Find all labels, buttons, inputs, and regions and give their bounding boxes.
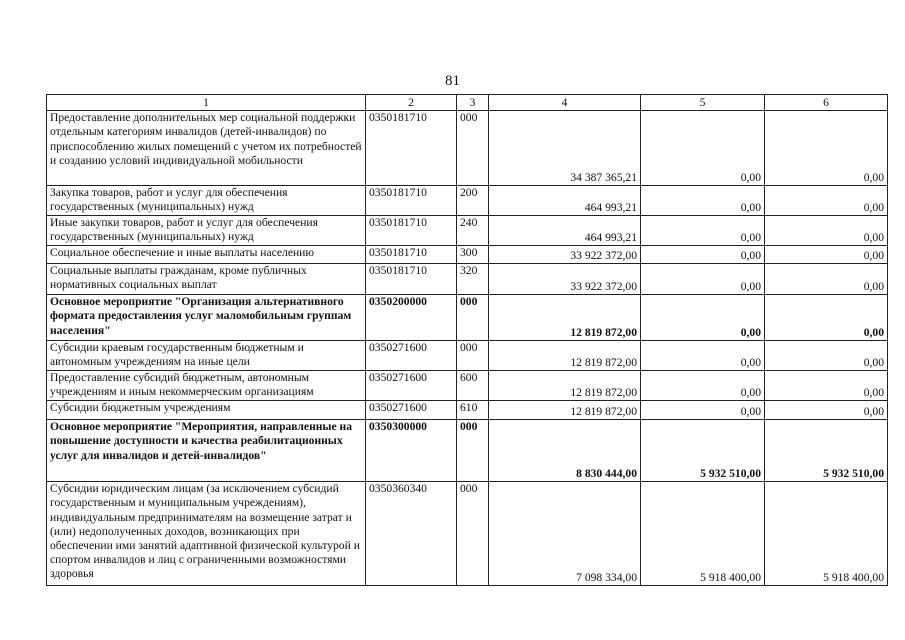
row-name: Субсидии краевым государственным бюджетным и автономным учреждениям на иные цели [47, 341, 366, 371]
amount-col6: 5 918 400,00 [765, 482, 888, 586]
expense-type-code: 600 [457, 371, 489, 401]
amount-col4: 33 922 372,00 [489, 246, 641, 264]
row-name: Иные закупки товаров, работ и услуг для обеспечения государственных (муниципальных) нужд [47, 216, 366, 246]
amount-col4: 464 993,21 [489, 216, 641, 246]
table-row [47, 111, 888, 186]
expense-type-code: 000 [457, 482, 489, 586]
table-row [47, 186, 888, 216]
amount-col5: 0,00 [641, 264, 765, 295]
amount-col6: 0,00 [765, 246, 888, 264]
expense-type-code: 000 [457, 295, 489, 341]
target-article-code: 0350181710 [366, 246, 457, 264]
table-row [47, 482, 888, 586]
amount-col4: 464 993,21 [489, 186, 641, 216]
amount-col6: 0,00 [765, 111, 888, 186]
amount-col4: 12 819 872,00 [489, 341, 641, 371]
amount-col6: 0,00 [765, 401, 888, 420]
target-article-code: 0350181710 [366, 111, 457, 186]
column-header: 2 [366, 95, 457, 111]
amount-col4: 12 819 872,00 [489, 295, 641, 341]
amount-col4: 12 819 872,00 [489, 401, 641, 420]
target-article-code: 0350181710 [366, 264, 457, 295]
amount-col5: 0,00 [641, 186, 765, 216]
row-name: Закупка товаров, работ и услуг для обеспечения государственных (муниципальных) нужд [47, 186, 366, 216]
amount-col5: 0,00 [641, 246, 765, 264]
amount-col6: 0,00 [765, 264, 888, 295]
target-article-code: 0350271600 [366, 371, 457, 401]
amount-col4: 7 098 334,00 [489, 482, 641, 586]
table-row [47, 420, 888, 482]
budget-table [46, 94, 888, 586]
target-article-code: 0350200000 [366, 295, 457, 341]
row-name: Предоставление дополнительных мер социальной поддержки отдельным категориям инвалидов (детей-инвалидов) по приспособлению жилых помещений с учетом их потребностей и созданию условий индивидуальной мобильности [47, 111, 366, 186]
amount-col6: 5 932 510,00 [765, 420, 888, 482]
column-header: 6 [765, 95, 888, 111]
amount-col4: 33 922 372,00 [489, 264, 641, 295]
amount-col4: 8 830 444,00 [489, 420, 641, 482]
target-article-code: 0350360340 [366, 482, 457, 586]
amount-col4: 34 387 365,21 [489, 111, 641, 186]
table-row [47, 295, 888, 341]
amount-col5: 0,00 [641, 111, 765, 186]
row-name: Предоставление субсидий бюджетным, автономным учреждениям и иным некоммерческим организациям [47, 371, 366, 401]
row-name: Субсидии юридическим лицам (за исключением субсидий государственным и муниципальным учреждениям), индивидуальным предпринимателям на возмещение затрат и (или) недополученных доходов, возникающих при обеспечении ими занятий адаптивной физической культурой и спортом инвалидов и лиц с ограниченными возможностями здоровья [47, 482, 366, 586]
amount-col5: 0,00 [641, 341, 765, 371]
expense-type-code: 320 [457, 264, 489, 295]
column-number-row [47, 95, 888, 111]
expense-type-code: 200 [457, 186, 489, 216]
amount-col5: 0,00 [641, 371, 765, 401]
row-name: Социальное обеспечение и иные выплаты населению [47, 246, 366, 264]
amount-col6: 0,00 [765, 371, 888, 401]
table-row [47, 371, 888, 401]
expense-type-code: 240 [457, 216, 489, 246]
target-article-code: 0350181710 [366, 216, 457, 246]
expense-type-code: 300 [457, 246, 489, 264]
amount-col6: 0,00 [765, 295, 888, 341]
amount-col5: 0,00 [641, 216, 765, 246]
table-row [47, 264, 888, 295]
amount-col6: 0,00 [765, 341, 888, 371]
table-row [47, 341, 888, 371]
target-article-code: 0350300000 [366, 420, 457, 482]
amount-col6: 0,00 [765, 216, 888, 246]
page-number: 81 [445, 73, 460, 89]
row-name: Основное мероприятие "Мероприятия, направленные на повышение доступности и качества реабилитационных услуг для инвалидов и детей-инвалидов" [47, 420, 366, 482]
column-header: 1 [47, 95, 366, 111]
expense-type-code: 000 [457, 111, 489, 186]
column-header: 3 [457, 95, 489, 111]
target-article-code: 0350181710 [366, 186, 457, 216]
table-row [47, 216, 888, 246]
row-name: Основное мероприятие "Организация альтернативного формата предоставления услуг маломобильным группам населения" [47, 295, 366, 341]
amount-col5: 0,00 [641, 295, 765, 341]
expense-type-code: 000 [457, 341, 489, 371]
amount-col4: 12 819 872,00 [489, 371, 641, 401]
table-row [47, 246, 888, 264]
amount-col5: 5 918 400,00 [641, 482, 765, 586]
expense-type-code: 000 [457, 420, 489, 482]
amount-col5: 5 932 510,00 [641, 420, 765, 482]
row-name: Субсидии бюджетным учреждениям [47, 401, 366, 420]
amount-col5: 0,00 [641, 401, 765, 420]
column-header: 4 [489, 95, 641, 111]
target-article-code: 0350271600 [366, 401, 457, 420]
amount-col6: 0,00 [765, 186, 888, 216]
row-name: Социальные выплаты гражданам, кроме публичных нормативных социальных выплат [47, 264, 366, 295]
expense-type-code: 610 [457, 401, 489, 420]
target-article-code: 0350271600 [366, 341, 457, 371]
column-header: 5 [641, 95, 765, 111]
table-row [47, 401, 888, 420]
